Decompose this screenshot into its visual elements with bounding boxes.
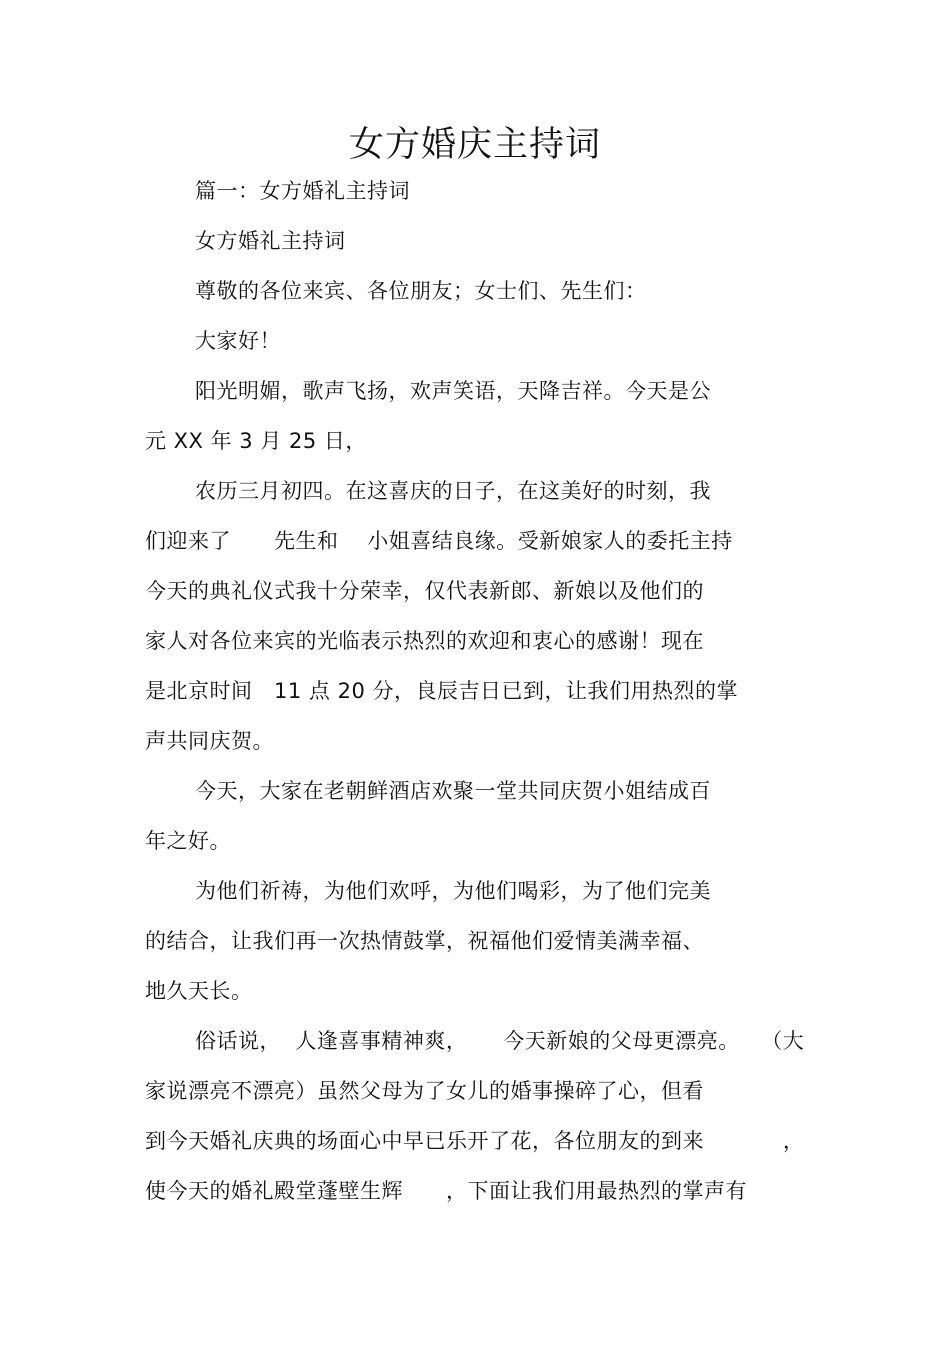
paragraph-line: 使今天的婚礼殿堂蓬壁生辉 ，下面让我们用最热烈的掌声有	[145, 1179, 748, 1203]
paragraph-line: 声共同庆贺。	[145, 729, 274, 753]
paragraph-line: 家说漂亮不漂亮）虽然父母为了女儿的婚事操碎了心，但看	[145, 1079, 704, 1103]
paragraph-line: 的结合，让我们再一次热情鼓掌，祝福他们爱情美满幸福、	[145, 929, 704, 953]
paragraph-line: 尊敬的各位来宾、各位朋友；女士们、先生们：	[195, 279, 647, 303]
paragraph-line: 今天的典礼仪式我十分荣幸，仅代表新郎、新娘以及他们的	[145, 579, 704, 603]
paragraph-line: 元 XX 年 3 月 25 日，	[145, 429, 367, 453]
paragraph-line: 女方婚礼主持词	[195, 229, 346, 253]
paragraph-line: 今天，大家在老朝鲜酒店欢聚一堂共同庆贺小姐结成百	[195, 779, 711, 803]
paragraph-line: 家人对各位来宾的光临表示热烈的欢迎和衷心的感谢！现在	[145, 629, 704, 653]
paragraph-line: 篇一：女方婚礼主持词	[195, 179, 410, 203]
document-title: 女方婚庆主持词	[348, 125, 601, 165]
paragraph-line: 是北京时间 11 点 20 分，良辰吉日已到，让我们用热烈的掌	[145, 679, 738, 703]
paragraph-line: 俗话说， 人逢喜事精神爽， 今天新娘的父母更漂亮。 （大	[195, 1029, 805, 1053]
paragraph-line: 大家好！	[195, 329, 281, 353]
paragraph-line: 地久天长。	[145, 979, 253, 1003]
paragraph-line: 到今天婚礼庆典的场面心中早已乐开了花，各位朋友的到来 ，	[145, 1129, 805, 1153]
paragraph-line: 农历三月初四。在这喜庆的日子，在这美好的时刻，我	[195, 479, 711, 503]
paragraph-line: 为他们祈祷，为他们欢呼，为他们喝彩，为了他们完美	[195, 879, 711, 903]
paragraph-line: 阳光明媚，歌声飞扬，欢声笑语，天降吉祥。今天是公	[195, 379, 711, 403]
paragraph-line: 年之好。	[145, 829, 231, 853]
paragraph-line: 们迎来了 先生和 小姐喜结良缘。受新娘家人的委托主持	[145, 529, 733, 553]
